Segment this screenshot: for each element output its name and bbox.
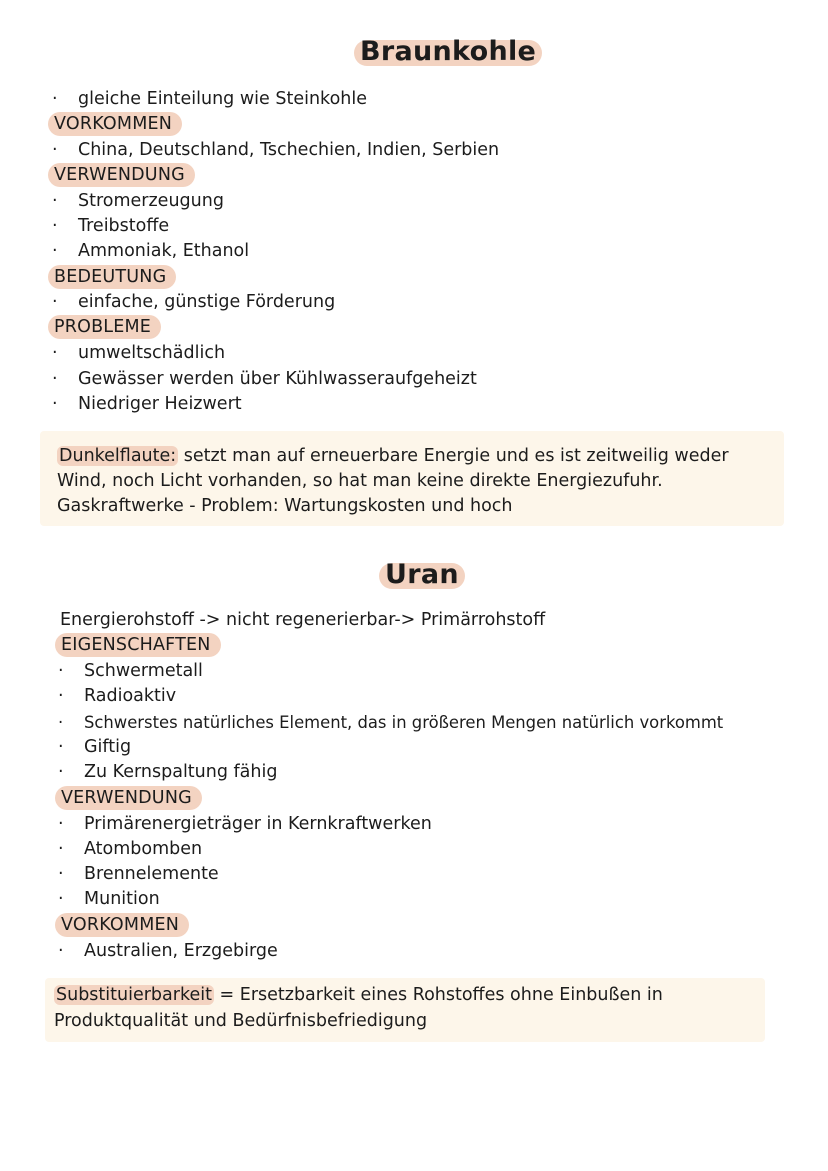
note-line-1: Substituierbarkeit = Ersetzbarkeit eines Rohstoffes ohne Einbußen in bbox=[56, 985, 663, 1005]
list-item: · China, Deutschland, Tschechien, Indien, Serbien bbox=[52, 140, 500, 160]
list-item: · einfache, günstige Förderung bbox=[52, 292, 336, 312]
list-item: · Primärenergieträger in Kernkraftwerken bbox=[58, 814, 432, 834]
heading-vorkommen: VORKOMMEN bbox=[48, 112, 182, 136]
heading-verwendung-uran: VERWENDUNG bbox=[55, 786, 202, 810]
list-item: · Schwermetall bbox=[58, 661, 203, 681]
note-line-3: Gaskraftwerke - Problem: Wartungskosten und hoch bbox=[57, 496, 513, 516]
heading-verwendung: VERWENDUNG bbox=[48, 163, 195, 187]
list-item: · Niedriger Heizwert bbox=[52, 394, 242, 414]
list-item: · Brennelemente bbox=[58, 864, 219, 884]
note-line-2: Produktqualität und Bedürfnisbefriedigung bbox=[54, 1011, 428, 1031]
list-item: · Gewässer werden über Kühlwasseraufgeheizt bbox=[52, 369, 477, 389]
list-item: · Radioaktiv bbox=[58, 686, 177, 706]
title-uran: Uran bbox=[379, 557, 465, 593]
list-item: · Zu Kernspaltung fähig bbox=[58, 762, 278, 782]
list-item: · Treibstoffe bbox=[52, 216, 170, 236]
title-braunkohle: Braunkohle bbox=[354, 34, 542, 70]
note-line-1: Dunkelflaute: setzt man auf erneuerbare Energie und es ist zeitweilig weder bbox=[59, 446, 729, 466]
list-item: · Australien, Erzgebirge bbox=[58, 941, 278, 961]
heading-bedeutung: BEDEUTUNG bbox=[48, 265, 176, 289]
list-item: · Ammoniak, Ethanol bbox=[52, 241, 250, 261]
list-item: · Stromerzeugung bbox=[52, 191, 224, 211]
uran-intro: Energierohstoff -> nicht regenerierbar-> Primärrohstoff bbox=[60, 610, 546, 630]
list-item: · Giftig bbox=[58, 737, 132, 757]
heading-eigenschaften: EIGENSCHAFTEN bbox=[55, 633, 221, 657]
note-line-2: Wind, noch Licht vorhanden, so hat man keine direkte Energiezufuhr. bbox=[57, 471, 663, 491]
braunkohle-intro: · gleiche Einteilung wie Steinkohle bbox=[52, 87, 367, 112]
note-term-substituierbarkeit: Substituierbarkeit bbox=[56, 985, 212, 1005]
heading-vorkommen-uran: VORKOMMEN bbox=[55, 913, 189, 937]
list-item: · Munition bbox=[58, 889, 160, 909]
list-item: · umweltschädlich bbox=[52, 343, 226, 363]
bullet: · bbox=[52, 89, 58, 109]
heading-probleme: PROBLEME bbox=[48, 315, 161, 339]
list-item: · Schwerstes natürliches Element, das in größeren Mengen natürlich vorkommt bbox=[58, 713, 724, 732]
list-item: · Atombomben bbox=[58, 839, 203, 859]
note-term-dunkelflaute: Dunkelflaute: bbox=[59, 446, 177, 466]
